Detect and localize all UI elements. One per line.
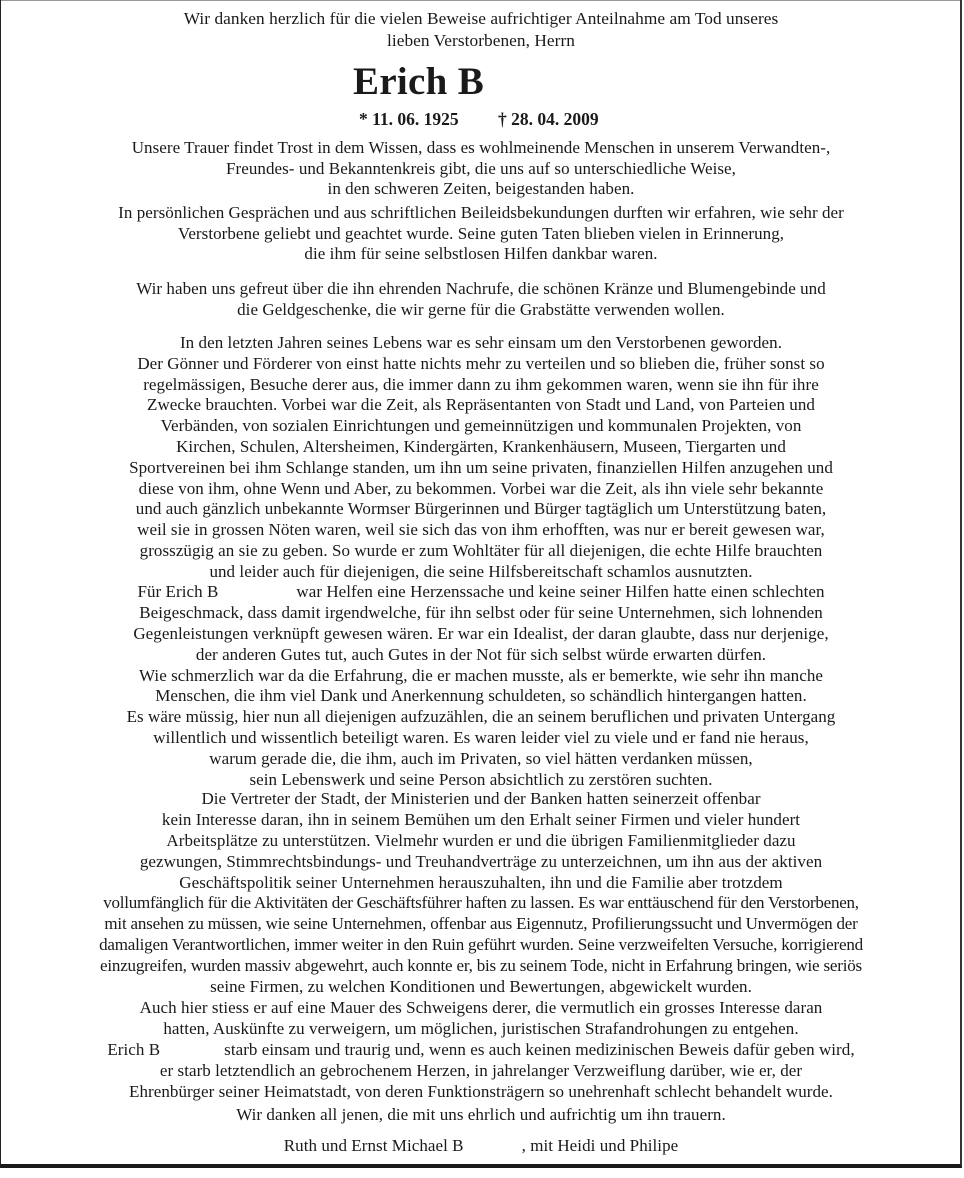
- text-line: Sportvereinen bei ihm Schlange standen, um ihn um seine privaten, finanziellen Hilfen anzugehen und: [129, 457, 833, 477]
- text-line: hatten, Auskünfte zu verweigern, um möglichen, juristischen Strafandrohungen zu entgehen.: [163, 1018, 799, 1038]
- intro-line: lieben Verstorbenen, Herrn: [387, 31, 575, 50]
- text-line: der anderen Gutes tut, auch Gutes in der Not für sich selbst würde erwarten dürfen.: [195, 644, 767, 664]
- text-line: Unsere Trauer findet Trost in dem Wissen, dass es wohlmeinende Menschen in unserem Verwandten-,: [131, 138, 831, 157]
- text-line: Verbänden, von sozialen Einrichtungen und gemeinnützigen und kommunalen Projekten, von: [160, 416, 802, 436]
- text-line: Verstorbene geliebt und geachtet wurde. Seine guten Taten blieben vielen in Erinnerung,: [177, 223, 785, 243]
- text-line: [1, 582, 961, 603]
- text-line: in den schweren Zeiten, beigestanden haben.: [327, 179, 635, 199]
- text-line: gezwungen, Stimmrechtsbindungs- und Treuhandverträge zu unterzeichnen, um ihn aus der aktiven: [139, 851, 823, 871]
- death-date: † 28. 04. 2009: [498, 109, 599, 129]
- text-line: Wie schmerzlich war da die Erfahrung, die er machen musste, als er bemerkte, wie sehr ihn manche: [139, 665, 823, 685]
- text-line: Gegenleistungen verknüpft gewesen wären. Er war ein Idealist, der daran glaubte, dass nur derjenige,: [133, 623, 829, 643]
- paragraph-thanks-wreaths: [1, 279, 961, 320]
- intro-text: [1, 8, 961, 52]
- deceased-name: Erich B: [353, 60, 485, 103]
- text-line: er starb letztendlich an gebrochenem Herzen, in jahrelanger Verzweiflung darüber, wie er, der: [159, 1060, 803, 1080]
- text-line: Auch hier stiess er auf eine Mauer des Schweigens derer, die vermutlich ein grosses Interesse daran: [139, 998, 823, 1017]
- name-mention: Erich B: [107, 1039, 161, 1059]
- text-line: Menschen, die ihm viel Dank und Anerkennung schuldeten, so schändlich hintergangen hatten.: [155, 686, 807, 706]
- text-line: und auch gänzlich unbekannte Wormser Bürgerinnen und Bürger tagtäglich um Unterstützung baten,: [135, 499, 827, 519]
- text-line: Zwecke brauchten. Vorbei war die Zeit, als Repräsentanten von Stadt und Land, von Parteien und: [147, 395, 815, 415]
- text-line: warum gerade die, die ihm, auch im Privaten, so viel hätten verdanken müssen,: [209, 749, 753, 769]
- intro-line: Wir danken herzlich für die vielen Beweise aufrichtiger Anteilnahme am Tod unseres: [183, 9, 779, 28]
- text-line: Beigeschmack, dass damit irgendwelche, für ihn selbst oder für seine Unternehmen, sich lohnenden: [139, 602, 823, 622]
- text-line: Wir danken all jenen, die mit uns ehrlich und aufrichtig um ihn trauern.: [236, 1105, 726, 1124]
- name-redaction: [489, 60, 619, 106]
- paragraph-helping: [1, 582, 961, 791]
- text-line: und leider auch für diejenigen, die seine Hilfsbereitschaft schamlos ausnutzten.: [209, 561, 753, 581]
- signature-names: Ruth und Ernst Michael B: [283, 1136, 464, 1155]
- text-line: die Geldgeschenke, die wir gerne für die Grabstätte verwenden wollen.: [237, 299, 725, 319]
- paragraph-later-years: [1, 333, 961, 583]
- text-line: [1, 1040, 961, 1061]
- paragraph-consolation: [1, 138, 961, 200]
- text-fragment: war Helfen eine Herzenssache und keine seiner Hilfen hatte einen schlechten: [296, 582, 825, 601]
- text-fragment: starb einsam und traurig und, wenn es auch keinen medizinischen Beweis dafür geben wird,: [224, 1039, 855, 1059]
- signature-line: [1, 1136, 961, 1157]
- text-line: Die Vertreter der Stadt, der Ministerien und der Banken hatten seinerzeit offenbar: [201, 789, 761, 808]
- text-line: Arbeitsplätze zu unterstützen. Vielmehr wurden er und die übrigen Familienmitglieder dazu: [166, 830, 796, 850]
- text-line: weil sie in grossen Nöten waren, weil sie sich das von ihm erhofften, was nur er bereit gewesen war,: [137, 520, 825, 540]
- text-line: vollumfänglich für die Aktivitäten der Geschäftsführer haften zu lassen. Es war enttäuschend für den Verstorbenen,: [103, 893, 859, 913]
- text-line: In den letzten Jahren seines Lebens war es sehr einsam um den Verstorbenen geworden.: [179, 333, 783, 352]
- birth-date: * 11. 06. 1925: [359, 109, 459, 129]
- text-line: einzugreifen, wurden massiv abgewehrt, auch konnte er, bis zu seinem Tode, nicht in Erfahrung bringen, wie seriös: [100, 956, 862, 976]
- signature-family: , mit Heidi und Philipe: [521, 1136, 679, 1155]
- paragraph-wall-of-silence: [1, 998, 961, 1102]
- text-line: kein Interesse daran, ihn in seinem Bemühen um den Erhalt seiner Firmen und vieler hundert: [161, 809, 801, 829]
- text-line: grosszügig an sie zu geben. So wurde er zum Wohltäter für all diejenigen, die echte Hilfe brauchten: [139, 540, 823, 560]
- text-line: willentlich und wissentlich beteiligt waren. Es waren leider viel zu viele und er fand nie heraus,: [153, 728, 809, 748]
- name-mention: Für Erich B: [137, 582, 219, 601]
- text-line: Kirchen, Schulen, Altersheimen, Kindergärten, Krankenhäusern, Museen, Tiergarten und: [176, 436, 786, 456]
- text-line: mit ansehen zu müssen, wie seine Unternehmen, offenbar aus Eigennutz, Profilierungssucht und Unvermögen der: [104, 914, 858, 934]
- text-line: Freundes- und Bekanntenkreis gibt, die uns auf so unterschiedliche Weise,: [226, 158, 736, 178]
- signature: [1, 1136, 961, 1157]
- text-line: sein Lebenswerk und seine Person absichtlich zu zerstören suchten.: [249, 770, 713, 790]
- text-line: Geschäftspolitik seiner Unternehmen herauszuhalten, ihn und die Familie aber trotzdem: [179, 872, 783, 892]
- text-line: Der Gönner und Förderer von einst hatte nichts mehr zu verteilen und so blieben die, früher sonst so: [137, 353, 825, 373]
- text-line: damaligen Verantwortlichen, immer weiter in den Ruin geführt wurden. Seine verzweifelten Versuche, korrigierend: [99, 935, 863, 955]
- closing-thanks: [1, 1105, 961, 1126]
- text-line: seine Firmen, zu welchen Konditionen und Bewertungen, abgewickelt wurden.: [210, 977, 752, 997]
- text-line: diese von ihm, ohne Wenn und Aber, zu bekommen. Vorbei war die Zeit, als ihn viele sehr bekannte: [138, 478, 824, 498]
- text-line: Ehrenbürger seiner Heimatstadt, von deren Funktionsträgern so unehrenhaft schlecht behandelt wurde.: [129, 1081, 833, 1101]
- text-line: In persönlichen Gesprächen und aus schriftlichen Beileidsbekundungen durften wir erfahren, wie sehr der: [118, 203, 844, 222]
- text-line: regelmässigen, Besuche derer aus, die immer dann zu ihm gekommen waren, wenn sie ihn für ihre: [143, 374, 819, 394]
- paragraph-authorities: [1, 789, 961, 998]
- text-line: die ihm für seine selbstlosen Hilfen dankbar waren.: [304, 244, 658, 264]
- text-line: Es wäre müssig, hier nun all diejenigen aufzuzählen, die an seinem beruflichen und privaten Untergang: [126, 707, 836, 727]
- text-line: Wir haben uns gefreut über die ihn ehrenden Nachrufe, die schönen Kränze und Blumengebinde und: [136, 279, 826, 298]
- top-rule: [1, 0, 960, 1]
- paragraph-condolences: [1, 203, 961, 265]
